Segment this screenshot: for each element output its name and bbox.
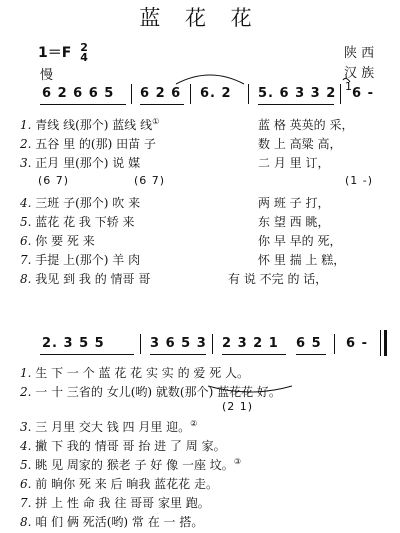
measure-5: 6 - [352, 86, 374, 101]
grace-note: 1 [345, 80, 353, 93]
verse-row [20, 364, 249, 381]
verse-lyric-b: 有 说 不完 的 话， [228, 272, 328, 286]
verse-number: 8. [20, 272, 32, 286]
verse-lyric: 拼 上 性 命 我 往 哥哥 家里 跑。 [35, 496, 210, 510]
measure-6: 2. 3 5 5 [42, 336, 105, 351]
verse-lyric-b: 蓝 格 英英的 采， [258, 118, 354, 132]
verse-lyric-a: 正月 里(那个) 说 媒 [35, 156, 141, 170]
alt-notes-mid: (2 1) [222, 400, 254, 413]
measure-10: 6 - [346, 336, 368, 351]
verse-lyric: 三 月里 交大 钱 四 月里 迎。 [35, 420, 191, 434]
verse-row [20, 513, 203, 530]
beam-line [40, 354, 134, 355]
verse-lyric-b: 怀 里 揣 上 糕， [258, 253, 346, 267]
verse-number: 7. [20, 496, 32, 510]
verse-number: 1. [20, 366, 32, 380]
verse-lyric-a: 五谷 里 的(那) 田苗 子 [35, 137, 156, 151]
measure-3: 6. 2 [200, 86, 232, 101]
verse-row [20, 270, 150, 287]
verse-row [20, 418, 197, 435]
verse-lyric-a: 我见 到 我 的 情哥 哥 [35, 272, 151, 286]
verse-lyric-b: 二 月 里 订， [258, 156, 330, 170]
verse-row [20, 232, 95, 249]
measure-2: 6 2 6 [140, 86, 182, 101]
measure-9: 6 5 [296, 336, 322, 351]
final-barline-thin [380, 330, 381, 356]
ethnic-label: 汉 族 [344, 66, 375, 81]
verse-row [20, 116, 159, 133]
key-value: 1＝F [38, 45, 72, 61]
verse-row [20, 213, 135, 230]
verse-number: 5. [20, 215, 32, 229]
verse-lyric-b: 东 望 西 眺， [258, 215, 330, 229]
verse-lyric-a: 青线 线(那个) 蓝线 线 [35, 118, 153, 132]
verse-number: 8. [20, 515, 32, 529]
verse-lyric: 眺 见 周家的 猴老 子 好 像 一座 坟。 [35, 458, 234, 472]
verse-lyric-b: 你 早 早的 死， [258, 234, 342, 248]
measure-7: 3 6 5 3 [150, 336, 207, 351]
verse-number: 1. [20, 118, 32, 132]
verse-lyric-a: 三班 子(那个) 吹 来 [35, 196, 141, 210]
measure-4: 5. 6 3 3 2 [258, 86, 337, 101]
time-denominator: 4 [80, 51, 88, 64]
alt-notes-left: (6 7) [38, 174, 70, 187]
footnote-mark: ② [190, 419, 198, 428]
verse-row [20, 194, 140, 211]
tempo-marking: 慢 [40, 68, 54, 83]
verse-number: 6. [20, 477, 32, 491]
verse-lyric: 生 下 一 个 蓝 花 花 实 实 的 爱 死 人。 [35, 366, 250, 380]
verse-row [20, 456, 241, 473]
verse-lyric-b: 两 班 子 打， [258, 196, 330, 210]
alt-notes-mid: (6 7) [134, 174, 166, 187]
barline [140, 334, 141, 354]
beam-line [296, 354, 326, 355]
verse-number: 3. [20, 420, 32, 434]
song-title: 蓝 花 花 [139, 6, 261, 30]
measure-8: 2 3 2 1 [222, 336, 279, 351]
alt-notes-right: (1 -) [345, 174, 374, 187]
verse-row [20, 251, 140, 268]
verse-lyric-a: 蓝花 花 我 下轿 来 [35, 215, 135, 229]
verse-number: 5. [20, 458, 32, 472]
verse-number: 2. [20, 137, 32, 151]
region-label: 陕 西 [344, 46, 375, 61]
verse-number: 6. [20, 234, 32, 248]
verse-lyric-a: 手提 上(那个) 羊 肉 [35, 253, 141, 267]
footnote-mark: ① [152, 117, 160, 126]
verse-lyric: 撇 下 我的 情哥 哥 抬 进 了 周 家。 [35, 439, 226, 453]
verse-lyric: 咱 们 俩 死活(哟) 常 在 一 搭。 [35, 515, 204, 529]
barline [212, 334, 213, 354]
verse-row [20, 494, 210, 511]
verse-row [20, 383, 281, 400]
verse-row [20, 154, 140, 171]
time-numerator: 2 [80, 41, 88, 54]
verse-number: 4. [20, 439, 32, 453]
verse-row [20, 475, 218, 492]
final-barline-thick [384, 330, 387, 356]
verse-number: 3. [20, 156, 32, 170]
beam-line [222, 354, 286, 355]
verse-lyric: 前 晌你 死 来 后 晌我 蓝花花 走。 [35, 477, 218, 491]
barline [334, 334, 335, 354]
measure-1: 6 2 6 6 5 [42, 86, 115, 101]
verse-number: 7. [20, 253, 32, 267]
footnote-mark: ③ [233, 457, 241, 466]
verse-row [20, 135, 156, 152]
verse-number: 2. [20, 385, 32, 399]
verse-row [20, 437, 226, 454]
verse-number: 4. [20, 196, 32, 210]
verse-lyric-a: 你 要 死 来 [35, 234, 95, 248]
beam-line [150, 354, 206, 355]
verse-lyric-b: 数 上 高粱 高， [258, 137, 342, 151]
verse-lyric: 一 十 三省的 女儿(哟) 就数(那个) 蓝花花 好。 [35, 385, 281, 399]
